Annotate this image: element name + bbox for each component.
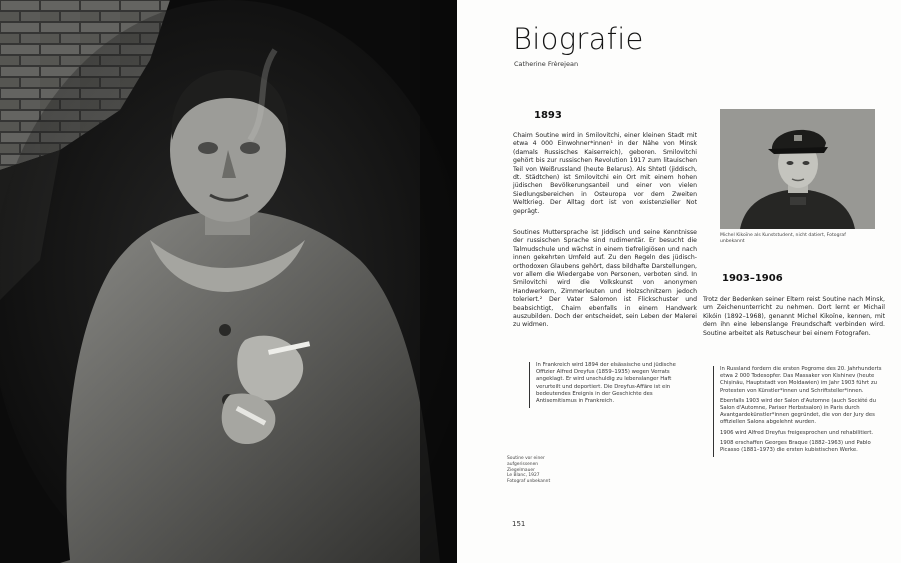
portrait-illustration	[720, 109, 875, 229]
left-photo-caption-line-3: Le Blanc, 1927	[507, 473, 540, 479]
page-title: Biografie	[513, 22, 644, 56]
note-box-dreyfus	[529, 362, 694, 408]
year-heading-1893: 1893	[534, 110, 562, 121]
paragraph-1903-1906: Trotz der Bedenken seiner Eltern reist Soutine nach Minsk, um Zeichenunterricht zu nehmen. Dort lernt er Michail Kikóin (1892–1968), genannt Michel Kikoïne, kennen, mit dem ihn eine lebenslange Freundschaft verbinden wird. Soutine arbeitet als Retuscheur bei einem Fotografen.	[703, 296, 885, 337]
portrait-kikoine	[720, 109, 875, 229]
portrait-caption: Michel Kikoïne als Kunststudent, nicht datiert, Fotograf unbekannt	[720, 233, 846, 244]
note-pogroms: In Russland fordern die ersten Pogrome des 20. Jahrhunderts etwa 2 000 Todesopfer. Das Massaker von Kishinev (heute Chișinău, Hauptstadt von Moldawien) im Jahr 1903 führt zu Protesten von Künstler*innen und Schriftsteller*innen.	[720, 366, 882, 394]
paragraph-1893-1: Chaim Soutine wird in Smilovitchi, einer kleinen Stadt mit etwa 4 000 Einwohner*innen¹ in der Nähe von Minsk (damals Russisches Kaiserreich), geboren. Smilovitchi gehört bis zur russischen Revolution 1917 zum litauischen Teil von Weißrussland (heute Belarus). Als Shtetl (jiddisch, dt. Städtchen) ist Smilovitchi ein Ort mit einem hohen jüdischen Bevölkerungsanteil und einer von vielen Siedlungsbereichen in Osteuropa vor dem Zweiten Weltkrieg. Der Alltag dort ist von existenzieller Not geprägt.	[513, 132, 697, 215]
paragraph-1893-2: Soutines Muttersprache ist Jiddisch und seine Kenntnisse der russischen Sprache sind rudimentär. Er besucht die Talmudschule und wächst in einem tiefreligiösen und nach innen gekehrten Umfeld auf. Zu den Regeln des jüdisch-orthodoxen Glaubens gehört, dass bildhafte Darstellungen, vor allem die Wiedergabe von Personen, verboten sind. In Smilovitchi wird die Volkskunst von anonymen Handwerkern, Zimmerleuten und Holzschnitzern jedoch toleriert.² Der Vater Salomon ist Flickschuster und beabsichtigt, Chaim ebenfalls in einem Handwerk auszubilden. Doch der entscheidet, sein Leben der Malerei zu widmen.	[513, 229, 697, 329]
author-name: Catherine Frèrejean	[514, 60, 579, 68]
left-photo-caption-line-4: Fotograf unbekannt	[507, 479, 551, 485]
left-photo-caption	[507, 456, 557, 485]
note-cubism: 1908 erschaffen Georges Braque (1882–1963) und Pablo Picasso (1881–1973) die ersten kubistischen Werke.	[720, 439, 871, 454]
page-number: 151	[512, 520, 526, 528]
note-dreyfus-acquittal: 1906 wird Alfred Dreyfus freigesprochen und rehabilitiert.	[720, 429, 874, 436]
left-photo-caption-line-1: Soutine vor einer	[507, 456, 545, 461]
note-dreyfus-text: In Frankreich wird 1894 der elsässische und jüdische Offizier Alfred Dreyfus (1859–1935) wegen Verrats angeklagt. Er wird unschuldig zu lebenslanger Haft verurteilt und deportiert. Die Dreyfus-Affäre ist ein bedeutendes Ereignis in der Geschichte des Antisemitismus in Frankreich.	[536, 362, 676, 405]
note-salon-dautomne: Ebenfalls 1903 wird der Salon d'Automne (auch Société du Salon d'Automne, Pariser Herbstsalon) in Paris durch Avantgardekünstler*innen gegründet, die von der Jury des offiziellen Salons abgelehnt wurden.	[720, 397, 876, 426]
left-photo-caption-line-2: aufgerissenen Ziegelmauer	[507, 461, 539, 473]
year-heading-1903-1906: 1903–1906	[722, 273, 783, 284]
note-box-1903-1906	[713, 366, 886, 457]
